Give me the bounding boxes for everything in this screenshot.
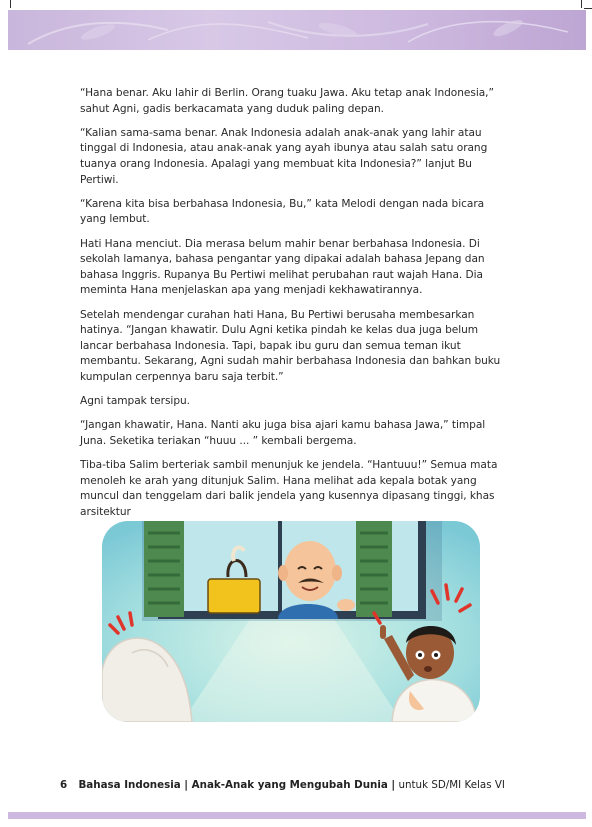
crop-mark xyxy=(10,0,11,8)
window-shutter-left xyxy=(144,521,184,617)
crop-mark xyxy=(581,0,582,8)
paragraph: Agni tampak tersipu. xyxy=(80,395,190,408)
page-number: 6 xyxy=(60,779,68,791)
paragraph: “Karena kita bisa berbahasa Indonesia, Bu,” kata Melodi dengan nada bicara yang lembut. xyxy=(80,197,485,226)
paragraph: Hati Hana menciut. Dia merasa belum mahir benar berbahasa Indonesia. Di sekolah lamanya, bahasa pengantar yang dipakai adalah bahasa Jepang dan bahasa Inggris. Rupanya Bu Pertiwi melihat perubahan raut wajah Hana. Dia meminta Hana menjelaskan apa yang menjadi kekhawatirannya. xyxy=(80,237,485,297)
paragraph: Tiba-tiba Salim berteriak sambil menunjuk ke jendela. “Hantuuu!” Semua mata menoleh ke arah yang ditunjuk Salim. Hana melihat ada kepala botak yang muncul dan tenggelam dari balik jendela yang kusennya dipasang tinggi, khas arsitektur xyxy=(80,459,498,518)
header-leaf-pattern xyxy=(8,10,586,50)
footer-book-title: Bahasa Indonesia | Anak-Anak yang Mengubah Dunia | xyxy=(78,779,396,791)
page-footer xyxy=(60,779,530,791)
paragraph: “Kalian sama-sama benar. Anak Indonesia adalah anak-anak yang lahir atau tinggal di Indonesia, atau anak-anak yang ayah ibunya atau salah satu orang tuanya orang Indonesia. Apalagi yang membuat kita Indonesia?” lanjut Bu Pertiwi. xyxy=(80,126,488,186)
footer-audience: untuk SD/MI Kelas VI xyxy=(398,779,505,791)
paragraph: “Jangan khawatir, Hana. Nanti aku juga bisa ajari kamu bahasa Jawa,” timpal Juna. Seketika teriakan “huuu ... ” kembali bergema. xyxy=(80,419,486,447)
paragraph: Setelah mendengar curahan hati Hana, Bu Pertiwi berusaha membesarkan hatinya. “Jangan khawatir. Dulu Agni ketika pindah ke kelas dua juga belum lancar berbahasa Indonesia. Tapi, bapak ibu guru dan semua teman ikut membantu. Sekarang, Agni sudah mahir berbahasa Indonesia dan bahkan buku kumpulan cerpennya baru saja terbit.” xyxy=(80,308,501,383)
footer-decorative-band xyxy=(8,812,586,819)
header-decorative-band xyxy=(8,10,586,50)
paragraph: “Hana benar. Aku lahir di Berlin. Orang tuaku Jawa. Aku tetap anak Indonesia,” sahut Agni, gadis berkacamata yang duduk paling depan. xyxy=(80,87,494,115)
window-shutter-right xyxy=(356,521,392,617)
story-body xyxy=(80,86,506,529)
story-illustration xyxy=(102,521,480,722)
crop-mark xyxy=(584,8,592,9)
